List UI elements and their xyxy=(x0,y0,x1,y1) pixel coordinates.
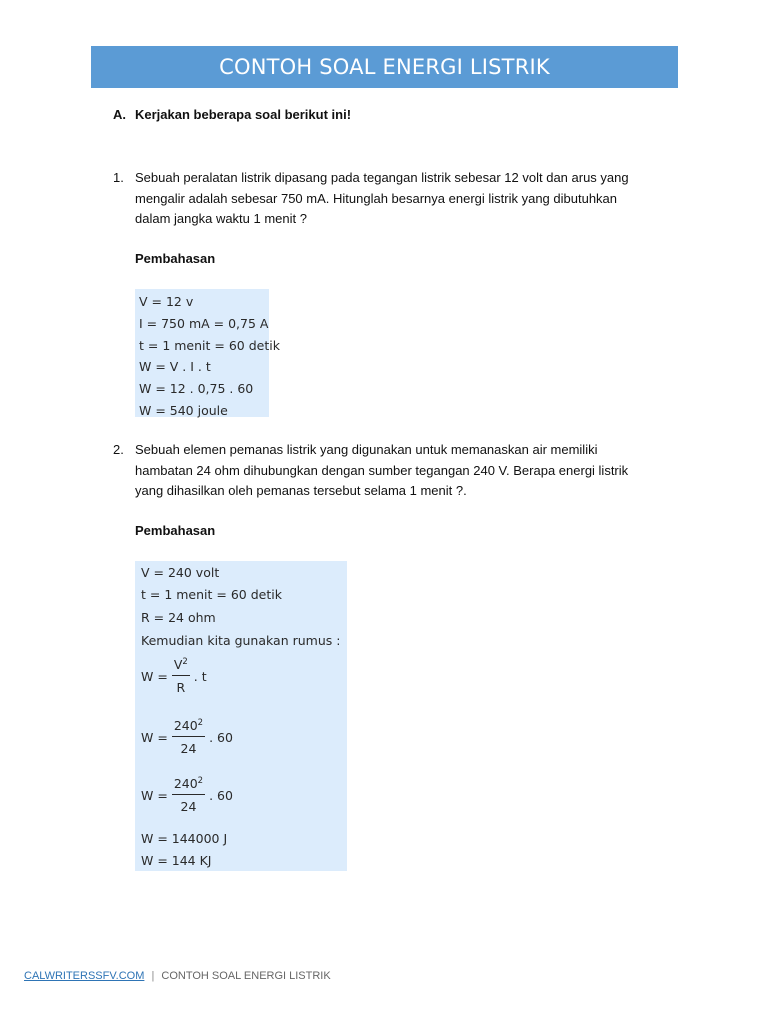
result-line: W = 144 KJ xyxy=(141,853,212,868)
section-heading xyxy=(113,107,351,122)
exponent: 2 xyxy=(197,717,204,728)
calculation-lhs: W = xyxy=(141,787,168,803)
solution-line: W = V . I . t xyxy=(139,359,211,375)
question-text xyxy=(135,168,673,230)
question-1 xyxy=(113,168,673,230)
question-2 xyxy=(113,440,673,502)
question-number: 2. xyxy=(113,442,124,457)
calculation-row xyxy=(141,776,233,814)
calculation-tail: . 60 xyxy=(209,729,233,745)
fraction-numerator: $240^2$ xyxy=(172,776,205,795)
question-number: 1. xyxy=(113,170,124,185)
fraction-numerator: $V^2$ xyxy=(172,657,190,676)
question-line: mengalir adalah sebesar 750 mA. Hitunglah besarnya energi listrik yang dibutuhkan xyxy=(135,190,618,206)
formula-row xyxy=(141,657,207,695)
solution-line: W = 12 . 0,75 . 60 xyxy=(139,381,254,397)
fraction xyxy=(172,776,205,814)
solution-line: Kemudian kita gunakan rumus : xyxy=(141,633,341,648)
fraction-numerator: $240^2$ xyxy=(172,718,205,737)
footer-text: CONTOH SOAL ENERGI LISTRIK xyxy=(161,970,331,982)
exponent: 2 xyxy=(197,775,204,786)
section-letter: A. xyxy=(113,107,126,122)
formula-lhs: W = xyxy=(141,668,168,684)
calculation-lhs: W = xyxy=(141,729,168,745)
fraction-denominator: 24 xyxy=(180,799,197,814)
solution-line: t = 1 menit = 60 detik xyxy=(139,337,280,353)
solution-line: I = 750 mA = 0,75 A xyxy=(139,315,269,331)
section-heading-text: Kerjakan beberapa soal berikut ini! xyxy=(135,107,352,122)
solution-box-1 xyxy=(135,289,280,418)
footer-separator: | xyxy=(151,970,155,982)
solution-box-2 xyxy=(135,561,347,871)
fraction-denominator: 24 xyxy=(180,741,197,756)
footer-link[interactable]: CALWRITERSSFV.COM xyxy=(24,970,145,982)
question-line: hambatan 24 ohm dihubungkan dengan sumber tegangan 240 V. Berapa energi listrik xyxy=(135,462,629,478)
calculation-tail: . 60 xyxy=(209,787,233,803)
fraction xyxy=(172,657,190,695)
exponent: 2 xyxy=(182,656,188,667)
question-line: yang dihasilkan oleh pemanas tersebut selama 1 menit ?. xyxy=(135,483,467,498)
pembahasan-label: Pembahasan xyxy=(135,251,216,266)
question-line: Sebuah peralatan listrik dipasang pada tegangan listrik sebesar 12 volt dan arus yang xyxy=(135,170,629,185)
fraction-denominator: R xyxy=(176,680,186,695)
question-text xyxy=(135,440,673,502)
pembahasan-label: Pembahasan xyxy=(135,523,216,538)
fraction xyxy=(172,718,205,756)
document-title: CONTOH SOAL ENERGI LISTRIK xyxy=(91,46,678,88)
solution-line: t = 1 menit = 60 detik xyxy=(141,587,282,602)
question-line: Sebuah elemen pemanas listrik yang digunakan untuk memanaskan air memiliki xyxy=(135,442,598,457)
formula-tail: . t xyxy=(193,668,207,684)
solution-line: V = 240 volt xyxy=(141,565,220,580)
page-footer xyxy=(24,970,331,982)
question-line: dalam jangka waktu 1 menit ? xyxy=(135,211,307,226)
result-line: W = 144000 J xyxy=(141,831,228,846)
solution-line: V = 12 v xyxy=(139,294,194,309)
calculation-row xyxy=(141,718,233,756)
solution-line: R = 24 ohm xyxy=(141,610,216,625)
solution-line: W = 540 joule xyxy=(139,402,228,418)
